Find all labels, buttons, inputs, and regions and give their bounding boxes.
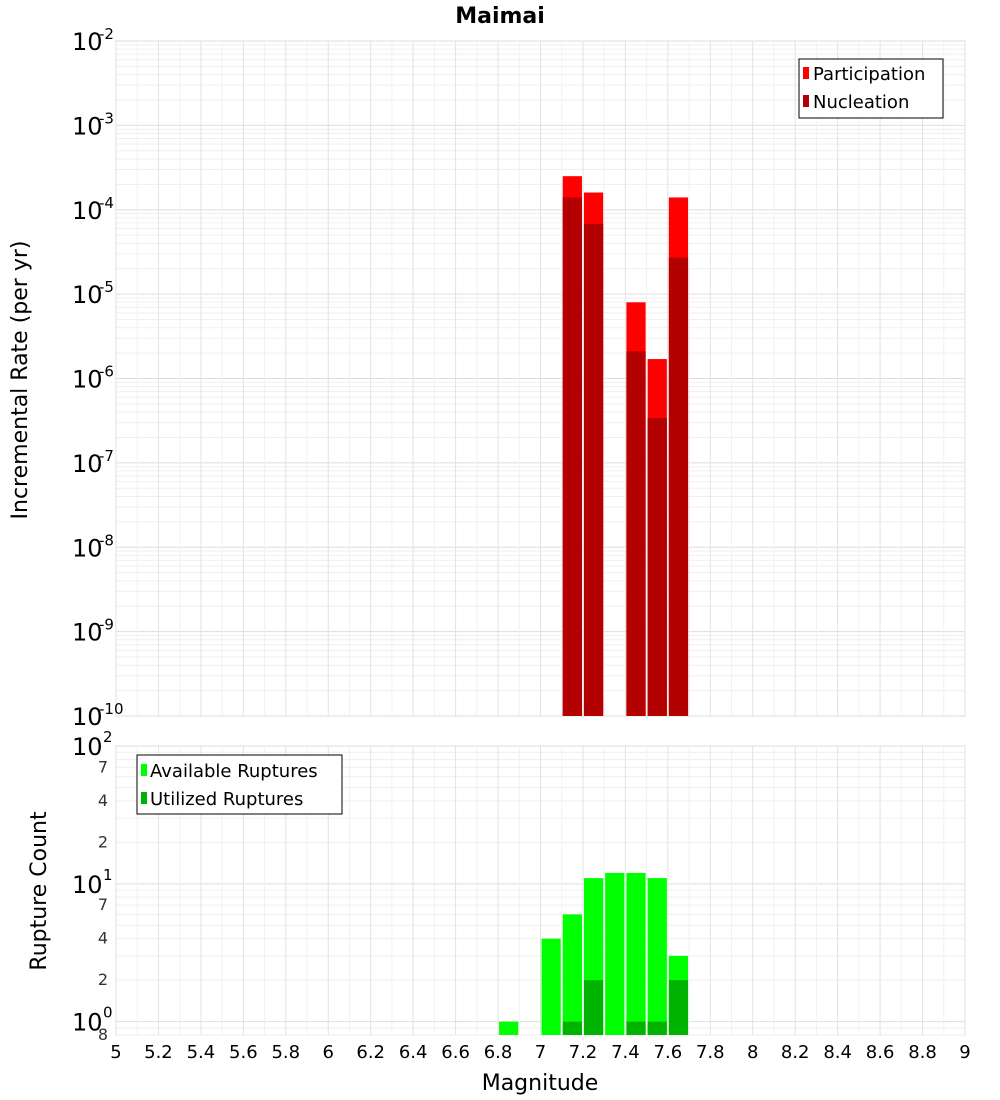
x-tick-label: 6.2 (356, 1042, 386, 1063)
nucleation-bar (669, 258, 688, 716)
top-y-tick-base: 10 (72, 449, 103, 478)
top-y-tick-exponent: -8 (99, 531, 114, 550)
top-y-tick (72, 447, 114, 478)
x-tick-label: 5 (110, 1042, 122, 1063)
legend-swatch-participation (803, 67, 809, 79)
bottom-y-tick-base: 10 (72, 733, 103, 761)
utilized-ruptures-bar (648, 1022, 667, 1035)
x-tick-label: 7.4 (611, 1042, 640, 1063)
top-y-tick-exponent: -9 (99, 615, 114, 634)
x-tick-label: 7.8 (695, 1042, 725, 1063)
bottom-y-minor-tick: 8 (97, 1025, 108, 1044)
nucleation-bar (563, 197, 582, 716)
x-tick-label: 5.8 (271, 1042, 301, 1063)
top-y-tick-base: 10 (72, 365, 103, 394)
nucleation-bar (584, 224, 603, 716)
utilized-ruptures-bar (584, 980, 603, 1035)
available-ruptures-bar (542, 939, 561, 1035)
bottom-y-tick (72, 866, 113, 899)
top-y-tick (72, 531, 114, 562)
top-y-tick (72, 278, 114, 309)
x-tick-label: 6.8 (483, 1042, 513, 1063)
legend-swatch-nucleation (803, 95, 809, 107)
x-tick-label: 6 (322, 1042, 334, 1063)
x-tick-label: 8.2 (780, 1042, 810, 1063)
bottom-y-tick-base: 10 (72, 870, 103, 899)
x-tick-label: 7.2 (568, 1042, 598, 1063)
top-y-axis-label: Incremental Rate (per yr) (8, 240, 33, 520)
top-y-tick-exponent: -2 (99, 25, 114, 43)
top-y-tick-base: 10 (72, 534, 103, 563)
legend-swatch-available (141, 764, 147, 776)
x-tick-label: 5.6 (229, 1042, 258, 1063)
utilized-ruptures-bar (669, 980, 688, 1035)
available-ruptures-bar (605, 873, 624, 1035)
top-y-tick (72, 616, 114, 647)
available-ruptures-bar (563, 914, 582, 1035)
bottom-y-tick-exponent: 1 (103, 865, 113, 884)
bottom-y-minor-tick: 4 (97, 790, 108, 810)
available-ruptures-bar (626, 873, 645, 1035)
x-tick-labels (110, 1042, 970, 1063)
nucleation-bar (626, 351, 645, 716)
legend-label-available: Available Ruptures (150, 761, 318, 782)
top-y-tick-base: 10 (72, 281, 103, 310)
top-y-tick (72, 700, 124, 731)
top-y-tick-base: 10 (72, 112, 103, 141)
bottom-legend (137, 755, 342, 814)
legend-swatch-utilized (141, 792, 147, 804)
legend-label-utilized: Utilized Ruptures (150, 789, 304, 810)
bottom-y-axis-label: Rupture Count (27, 811, 52, 971)
x-tick-label: 8.4 (823, 1042, 852, 1063)
available-ruptures-bar (499, 1022, 518, 1035)
top-y-tick (72, 25, 114, 56)
top-y-tick-base: 10 (72, 196, 103, 225)
bottom-y-minor-tick: 4 (97, 928, 108, 948)
x-tick-label: 6.6 (441, 1042, 470, 1063)
top-y-tick (72, 194, 114, 225)
bottom-y-tick-exponent: 0 (103, 1003, 113, 1022)
top-grid (116, 41, 965, 716)
top-plot (8, 25, 965, 731)
top-y-tick-exponent: -7 (99, 446, 114, 465)
x-tick-label: 5.2 (144, 1042, 173, 1063)
top-y-tick-base: 10 (72, 703, 103, 731)
x-tick-label: 8.6 (865, 1042, 895, 1063)
bottom-plot (27, 728, 971, 1096)
top-y-tick-exponent: -5 (99, 278, 114, 297)
top-legend (799, 59, 943, 118)
bottom-y-tick-base: 10 (72, 1008, 103, 1037)
top-y-tick-base: 10 (72, 618, 103, 647)
bottom-y-tick (72, 728, 113, 761)
utilized-ruptures-bar (626, 1022, 645, 1035)
bottom-y-tick-labels (72, 728, 113, 1044)
x-axis-label: Magnitude (481, 1071, 599, 1096)
x-tick-label: 8.8 (908, 1042, 937, 1063)
top-y-tick-exponent: -10 (99, 700, 124, 718)
bottom-y-tick-exponent: 2 (103, 728, 113, 746)
legend-label-participation: Participation (813, 64, 926, 85)
x-tick-label: 7 (534, 1042, 547, 1063)
top-y-tick-exponent: -4 (99, 193, 114, 212)
bottom-y-minor-tick: 2 (97, 832, 108, 852)
x-tick-label: 5.4 (186, 1042, 216, 1063)
bottom-y-minor-tick: 7 (97, 895, 108, 915)
x-tick-label: 8 (747, 1042, 759, 1063)
top-y-tick-exponent: -6 (99, 362, 114, 381)
bottom-y-minor-tick: 2 (97, 970, 108, 990)
available-ruptures-bar (648, 878, 667, 1035)
x-tick-label: 6.4 (398, 1042, 428, 1063)
top-y-tick (72, 363, 114, 394)
top-y-tick-exponent: -3 (99, 109, 114, 128)
top-y-tick (72, 109, 114, 140)
x-tick-label: 9 (959, 1042, 971, 1063)
chart-title: Maimai (455, 4, 545, 29)
x-tick-label: 7.6 (653, 1042, 683, 1063)
utilized-ruptures-bar (563, 1022, 582, 1035)
legend-label-nucleation: Nucleation (813, 92, 910, 113)
top-y-tick-base: 10 (72, 28, 103, 56)
nucleation-bar (648, 418, 667, 716)
bottom-y-minor-tick: 7 (97, 757, 108, 777)
